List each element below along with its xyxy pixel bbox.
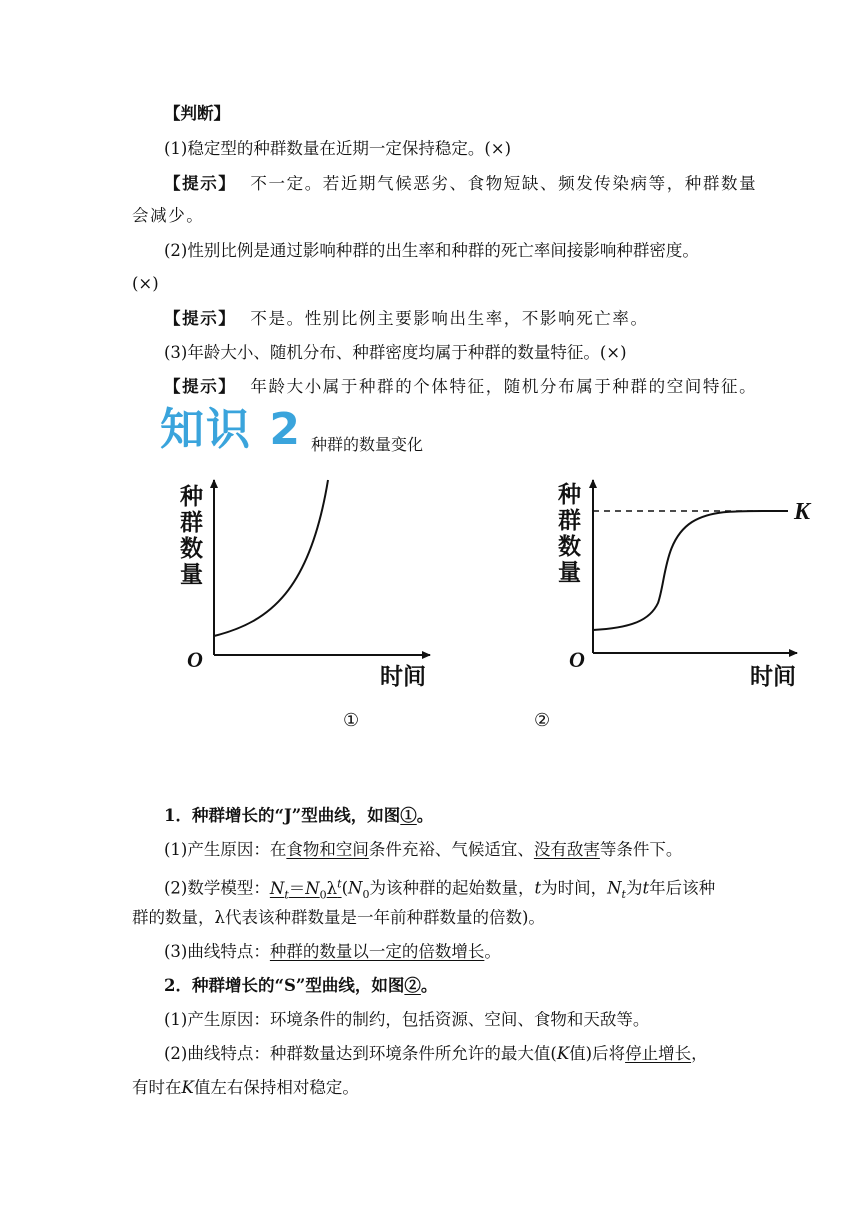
var: N	[348, 878, 363, 898]
text: 年后该种	[649, 878, 716, 898]
body-p1b-cont: 群的数量，λ代表该种群数量是一年前种群数量的倍数)。	[132, 908, 545, 927]
body-p2b	[164, 1043, 708, 1065]
p2-title: 种群增长的“S”型曲线，如图	[191, 976, 405, 995]
p1-title: 种群增长的“J”型曲线，如图	[191, 806, 401, 825]
s-curve-chart	[552, 470, 822, 695]
x-axis-label: 时间	[750, 664, 796, 690]
text: 有时在	[132, 1078, 182, 1097]
underlined-text: 没有敌害	[533, 840, 600, 859]
var: N	[305, 878, 320, 898]
tip-label: 【提示】	[164, 174, 237, 193]
ylabel-char: 数	[180, 536, 203, 562]
ylabel-char: 量	[558, 560, 581, 586]
k-label: K	[794, 499, 811, 525]
sub: t	[284, 887, 289, 901]
text: 等条件下。	[599, 840, 683, 859]
section-subtitle: 种群的数量变化	[311, 435, 424, 454]
text: 为时间，	[541, 878, 608, 898]
text: ，	[691, 1044, 708, 1063]
text: 为	[625, 878, 643, 898]
ylabel-char: 量	[180, 562, 203, 588]
text: (	[341, 878, 348, 898]
judge-a2-text: 不是。性别比例主要影响出生率，不影响死亡率。	[250, 309, 649, 328]
body-p2a: (1)产生原因：环境条件的制约，包括资源、空间、食物和天敌等。	[164, 1010, 650, 1029]
text: 值左右保持相对稳定。	[193, 1078, 359, 1097]
sub: 0	[362, 887, 370, 901]
ylabel-char: 数	[558, 534, 581, 560]
underlined-text: 停止增长	[625, 1044, 692, 1063]
var: K	[556, 1044, 570, 1063]
text: (2)曲线特点：种群数量达到环境条件所允许的最大值(	[164, 1044, 557, 1063]
origin-label: O	[187, 647, 203, 672]
var: t	[642, 878, 650, 898]
sup: t	[337, 877, 342, 890]
text: (1)产生原因：在	[164, 840, 287, 859]
var: N	[607, 878, 622, 898]
j-curve-chart	[170, 470, 450, 695]
judge-a1-cont: 会减少。	[132, 206, 205, 225]
x-axis-label: 时间	[380, 664, 426, 690]
judge-q2-cont: (×)	[132, 274, 159, 293]
section-title: 知识 2	[160, 404, 302, 455]
body-p2b-cont	[132, 1077, 359, 1099]
ylabel-char: 群	[558, 508, 581, 534]
body-p2-heading	[164, 975, 437, 997]
formula	[269, 877, 342, 901]
tip-label: 【提示】	[164, 309, 237, 328]
text: (3)曲线特点：	[164, 942, 270, 961]
sub: 0	[319, 887, 327, 901]
p1-end: 。	[416, 806, 434, 825]
text: (2)数学模型：	[164, 878, 270, 898]
body-p1-heading	[164, 805, 433, 827]
judge-q3: (3)年龄大小、随机分布、种群密度均属于种群的数量特征。(×)	[164, 343, 627, 362]
p2-figure-ref: ②	[404, 976, 421, 995]
underlined-text: 种群的数量以一定的倍数增长	[269, 942, 485, 961]
origin-label: O	[569, 647, 585, 672]
text: 为该种群的起始数量，	[369, 878, 535, 898]
eq: ＝	[288, 878, 306, 898]
body-p1a	[164, 839, 682, 861]
body-p1b	[164, 873, 715, 906]
body-p1c	[164, 941, 501, 963]
ylabel-char: 种	[558, 482, 581, 508]
p1-figure-ref: ①	[400, 806, 417, 825]
figure-caption-1: ①	[343, 710, 360, 731]
ylabel-char: 群	[180, 510, 203, 536]
p2-number: 2．	[164, 976, 192, 995]
figure-caption-2: ②	[534, 710, 551, 731]
judge-heading: 【判断】	[164, 104, 230, 123]
judge-q1: (1)稳定型的种群数量在近期一定保持稳定。(×)	[164, 139, 512, 158]
text: 条件充裕、气候适宜、	[368, 840, 534, 859]
var: K	[181, 1078, 194, 1097]
p2-end: 。	[420, 976, 438, 995]
judge-a1-text: 不一定。若近期气候恶劣、食物短缺、频发传染病等，种群数量	[250, 174, 758, 193]
judge-a2	[164, 308, 649, 330]
judge-q2: (2)性别比例是通过影响种群的出生率和种群的死亡率间接影响种群密度。	[164, 241, 699, 260]
underlined-text: 食物和空间	[286, 840, 369, 859]
judge-a3-text: 年龄大小属于种群的个体特征，随机分布属于种群的空间特征。	[250, 377, 758, 396]
text: 值)后将	[569, 1044, 626, 1063]
var: t	[534, 878, 542, 898]
sub: t	[621, 887, 626, 901]
var: N	[269, 878, 285, 898]
p1-number: 1．	[164, 806, 192, 825]
lambda: λ	[326, 878, 338, 898]
judge-a3	[164, 376, 757, 398]
ylabel-char: 种	[180, 484, 203, 510]
text: 。	[484, 942, 501, 961]
judge-a1	[164, 173, 757, 195]
j-curve-line	[214, 480, 328, 636]
tip-label: 【提示】	[164, 377, 237, 396]
s-curve-line	[593, 511, 788, 630]
